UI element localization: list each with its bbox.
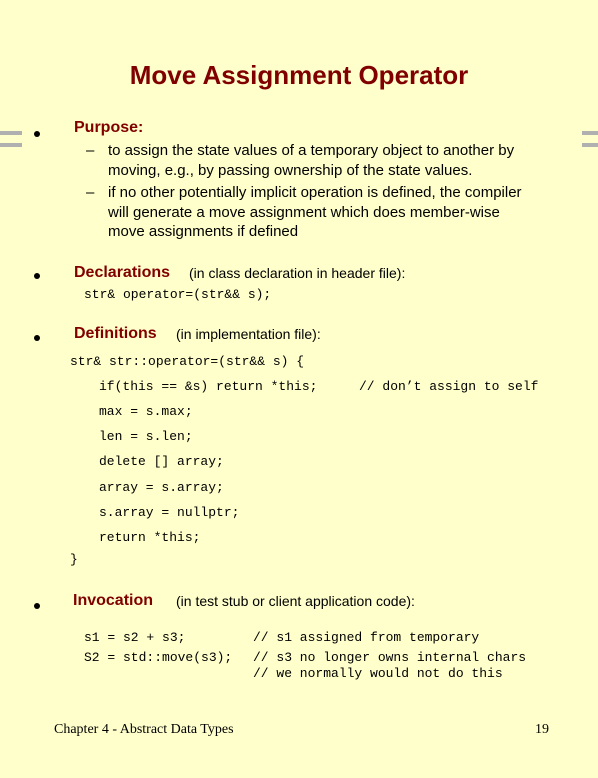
- right-decoration-bar-bottom: [582, 143, 598, 147]
- declarations-note: (in class declaration in header file):: [189, 265, 406, 281]
- declarations-heading: Declarations: [74, 264, 171, 281]
- invocation-comment-3: // we normally would not do this: [253, 666, 503, 681]
- definitions-code-line-5: array = s.array;: [99, 480, 224, 495]
- definitions-code-line-1: if(this == &s) return *this;: [99, 379, 318, 394]
- declarations-code: str& operator=(str&& s);: [84, 287, 272, 302]
- footer-page-number: 19: [535, 722, 549, 737]
- purpose-item-1-line-2: moving, e.g., by passing ownership of the state values.: [108, 162, 473, 179]
- invocation-code-line-2: S2 = std::move(s3);: [84, 650, 233, 665]
- bullet-definitions: [34, 335, 40, 341]
- slide-title: Move Assignment Operator: [129, 60, 469, 90]
- definitions-code-line-4: delete [] array;: [99, 454, 224, 469]
- purpose-item-2-line-1: if no other potentially implicit operation is defined, the compiler: [108, 184, 522, 201]
- footer-chapter: Chapter 4 - Abstract Data Types: [54, 722, 234, 737]
- purpose-item-2-dash: –: [86, 184, 95, 201]
- right-decoration-bar-top: [582, 131, 598, 135]
- invocation-note: (in test stub or client application code):: [176, 593, 415, 609]
- left-decoration-bar-bottom: [0, 143, 22, 147]
- purpose-heading: Purpose:: [74, 119, 144, 136]
- bullet-invocation: [34, 603, 40, 609]
- definitions-code-comment: // don’t assign to self: [359, 379, 539, 394]
- definitions-code-close: }: [70, 552, 78, 567]
- definitions-note: (in implementation file):: [176, 326, 321, 342]
- left-decoration-bar-top: [0, 131, 22, 135]
- purpose-item-2-line-2: will generate a move assignment which does member-wise: [108, 204, 500, 221]
- purpose-item-1-dash: –: [86, 142, 95, 159]
- definitions-heading: Definitions: [74, 325, 157, 342]
- invocation-code-line-1: s1 = s2 + s3;: [84, 630, 186, 645]
- bullet-purpose: [34, 131, 40, 137]
- invocation-comment-1: // s1 assigned from temporary: [253, 630, 480, 645]
- definitions-code-line-3: len = s.len;: [99, 429, 193, 444]
- purpose-item-2-line-3: move assignments if defined: [108, 223, 299, 240]
- purpose-item-1-line-1: to assign the state values of a temporary object to another by: [108, 142, 515, 159]
- definitions-code-line-7: return *this;: [99, 530, 201, 545]
- definitions-code-line-6: s.array = nullptr;: [99, 505, 240, 520]
- invocation-heading: Invocation: [73, 592, 154, 609]
- definitions-code-open: str& str::operator=(str&& s) {: [70, 354, 305, 369]
- bullet-declarations: [34, 273, 40, 279]
- invocation-comment-2: // s3 no longer owns internal chars: [253, 650, 527, 665]
- definitions-code-line-2: max = s.max;: [99, 404, 193, 419]
